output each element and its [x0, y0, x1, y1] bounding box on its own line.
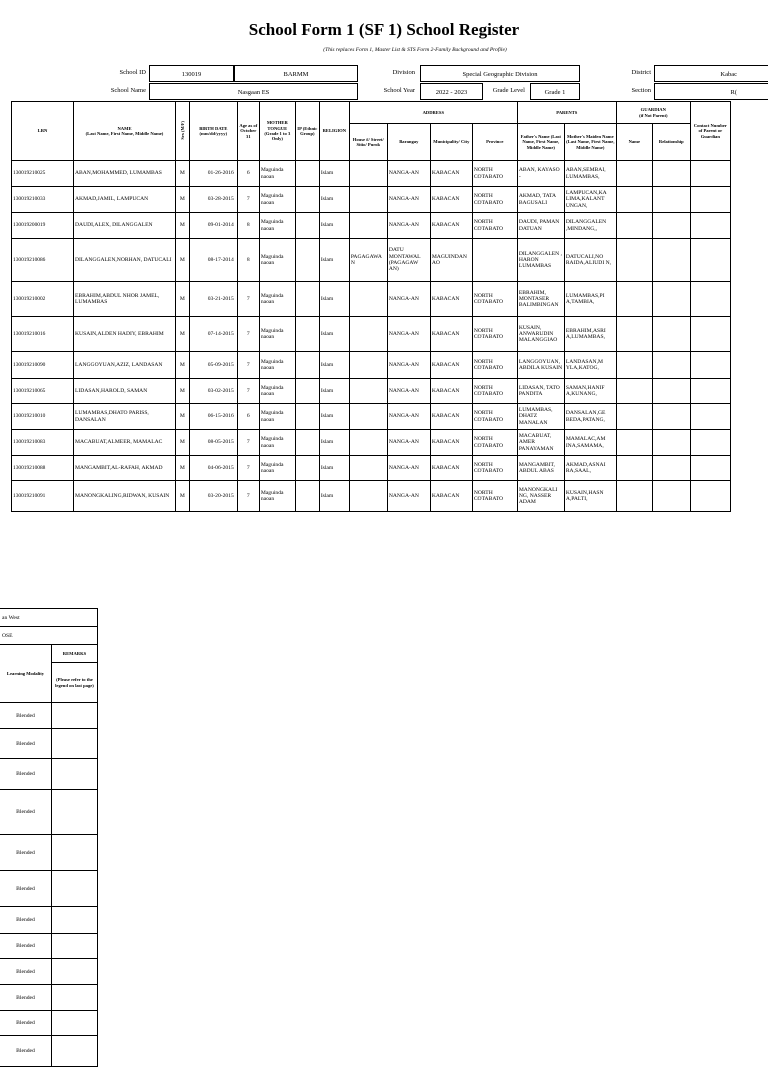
sex-cell: M: [176, 481, 190, 512]
religion-cell: Islam: [319, 456, 349, 481]
remarks-cell: [52, 759, 98, 790]
learning-modality-cell: Blended: [0, 1011, 52, 1036]
guardian-relationship-cell: [652, 404, 690, 430]
remarks-cell: [52, 985, 98, 1011]
mother-cell: SAMAN,HANIF A,KUNANG,: [564, 379, 616, 404]
page-title: School Form 1 (SF 1) School Register: [248, 20, 520, 39]
ip-cell: [295, 161, 319, 187]
father-cell: EBRAHIM, MONTASER BALIMBINGAN: [517, 282, 564, 317]
house-cell: [349, 282, 387, 317]
section-tail: OSE: [0, 627, 98, 645]
contact-cell: [690, 317, 730, 352]
religion-cell: Islam: [319, 317, 349, 352]
lrn-cell: 130019210016: [12, 317, 74, 352]
modality-row: [0, 959, 98, 985]
religion-cell: Islam: [319, 430, 349, 456]
lrn-cell: 130019210065: [12, 379, 74, 404]
district-value: Kabac: [654, 65, 768, 82]
birth-date-cell: 01-26-2016: [189, 161, 237, 187]
modality-row: [0, 835, 98, 871]
contact-cell: [690, 430, 730, 456]
ip-cell: [295, 213, 319, 239]
mother-cell: DILANGGALEN ,MINDANG,,: [564, 213, 616, 239]
guardian-name-cell: [616, 379, 652, 404]
table-row: [12, 282, 731, 317]
mother-tongue-cell: Maguinda naoan: [259, 282, 295, 317]
sex-cell: M: [176, 161, 190, 187]
learning-modality-cell: Blended: [0, 729, 52, 759]
page-subtitle: (This replaces Form 1, Master List & STS Form 2-Family Background and Profile): [323, 47, 507, 53]
municipality-cell: KABACAN: [430, 404, 472, 430]
name-cell: KUSAIN,ALDEN HADIY, EBRAHIM: [74, 317, 176, 352]
table-row: [12, 481, 731, 512]
ip-cell: [295, 481, 319, 512]
col-address: ADDRESS: [349, 102, 517, 124]
birth-date-cell: 09-01-2014: [189, 213, 237, 239]
remarks-cell: [52, 871, 98, 907]
birth-date-cell: 04-06-2015: [189, 456, 237, 481]
name-cell: DILANGGALEN,NORHAN, DATUCALI: [74, 239, 176, 282]
province-cell: [472, 239, 517, 282]
modality-row: [0, 703, 98, 729]
birth-date-cell: 03-21-2015: [189, 282, 237, 317]
table-row: [12, 239, 731, 282]
house-cell: [349, 213, 387, 239]
register-table: [11, 101, 731, 512]
province-cell: NORTH COTABATO: [472, 430, 517, 456]
contact-cell: [690, 456, 730, 481]
municipality-cell: KABACAN: [430, 187, 472, 213]
sex-cell: M: [176, 317, 190, 352]
modality-row: [0, 907, 98, 934]
house-cell: [349, 379, 387, 404]
ip-cell: [295, 430, 319, 456]
religion-cell: Islam: [319, 379, 349, 404]
remarks-cell: [52, 790, 98, 835]
mother-tongue-cell: Maguinda naoan: [259, 481, 295, 512]
age-cell: 7: [237, 282, 259, 317]
municipality-cell: KABACAN: [430, 282, 472, 317]
ip-cell: [295, 187, 319, 213]
table-row: [12, 379, 731, 404]
guardian-relationship-cell: [652, 161, 690, 187]
ip-cell: [295, 282, 319, 317]
grade-level-value: Grade 1: [530, 83, 580, 100]
religion-cell: Islam: [319, 187, 349, 213]
col-father: Father's Name (Last Name, First Name, Middle Name): [517, 124, 564, 161]
remarks-cell: [52, 1011, 98, 1036]
col-remarks: REMARKS: [52, 645, 98, 663]
house-cell: [349, 352, 387, 379]
name-cell: ABAN,MOHAMMED, LUMAMBAS: [74, 161, 176, 187]
grade-level-label: Grade Level: [492, 87, 525, 94]
contact-cell: [690, 161, 730, 187]
name-cell: LANGGOYUAN,AZIZ, LANDASAN: [74, 352, 176, 379]
col-province: Province: [472, 124, 517, 161]
father-cell: MANONGKALI NG, NASSER ADAM: [517, 481, 564, 512]
school-name-value: Nasgaan ES: [149, 83, 358, 100]
municipality-cell: KABACAN: [430, 317, 472, 352]
birth-date-cell: 05-09-2015: [189, 352, 237, 379]
district-tail: an West: [0, 609, 98, 627]
sex-cell: M: [176, 187, 190, 213]
guardian-relationship-cell: [652, 187, 690, 213]
col-guardian-relationship: Relationship: [652, 124, 690, 161]
col-lrn: LRN: [12, 102, 74, 161]
religion-cell: Islam: [319, 404, 349, 430]
remarks-cell: [52, 729, 98, 759]
learning-modality-cell: Blended: [0, 703, 52, 729]
age-cell: 7: [237, 317, 259, 352]
father-cell: MANGAMBIT, ABDUL ABAS: [517, 456, 564, 481]
barangay-cell: NANGA-AN: [387, 481, 430, 512]
name-cell: MANGAMBIT,AL-RAFAH, AKMAD: [74, 456, 176, 481]
house-cell: PAGAGAWA N: [349, 239, 387, 282]
col-birth-date: BIRTH DATE (mm/dd/yyyy): [189, 102, 237, 161]
mother-tongue-cell: Maguinda naoan: [259, 239, 295, 282]
sex-cell: M: [176, 456, 190, 481]
modality-row: [0, 790, 98, 835]
name-cell: LUMAMBAS,DHATO PARISS, DANSALAN: [74, 404, 176, 430]
name-cell: MANONGKALING,RIDWAN, KUSAIN: [74, 481, 176, 512]
guardian-relationship-cell: [652, 213, 690, 239]
guardian-relationship-cell: [652, 352, 690, 379]
table-row: [12, 404, 731, 430]
province-cell: NORTH COTABATO: [472, 282, 517, 317]
guardian-relationship-cell: [652, 379, 690, 404]
religion-cell: Islam: [319, 282, 349, 317]
table-row: [12, 352, 731, 379]
barangay-cell: NANGA-AN: [387, 282, 430, 317]
division-label: Division: [392, 69, 415, 76]
modality-table: [0, 608, 98, 1067]
sex-cell: M: [176, 430, 190, 456]
province-cell: NORTH COTABATO: [472, 456, 517, 481]
col-sex: Sex (M/F): [176, 102, 190, 161]
guardian-name-cell: [616, 187, 652, 213]
mother-cell: MAMALAC,AM INA,SAMAMA,: [564, 430, 616, 456]
col-remarks-sub: (Please refer to the legend on last page): [52, 663, 98, 703]
age-cell: 8: [237, 239, 259, 282]
region-value: BARMM: [234, 65, 358, 82]
school-year-value: 2022 - 2023: [420, 83, 483, 100]
age-cell: 6: [237, 161, 259, 187]
barangay-cell: NANGA-AN: [387, 404, 430, 430]
mother-tongue-cell: Maguinda naoan: [259, 161, 295, 187]
col-parents: PARENTS: [517, 102, 616, 124]
father-cell: KUSAIN, ANWARUDIN MALANGGIAO: [517, 317, 564, 352]
col-barangay: Barangay: [387, 124, 430, 161]
municipality-cell: KABACAN: [430, 379, 472, 404]
guardian-relationship-cell: [652, 430, 690, 456]
learning-modality-cell: Blended: [0, 759, 52, 790]
age-cell: 7: [237, 187, 259, 213]
sex-cell: M: [176, 404, 190, 430]
guardian-relationship-cell: [652, 317, 690, 352]
school-id-label: School ID: [119, 69, 146, 76]
contact-cell: [690, 239, 730, 282]
mother-tongue-cell: Maguinda naoan: [259, 430, 295, 456]
age-cell: 7: [237, 430, 259, 456]
barangay-cell: NANGA-AN: [387, 161, 430, 187]
learning-modality-cell: Blended: [0, 1036, 52, 1067]
age-cell: 8: [237, 213, 259, 239]
father-cell: LIDASAN, TATO PANDITA: [517, 379, 564, 404]
col-guardian-name: Name: [616, 124, 652, 161]
birth-date-cell: 07-14-2015: [189, 317, 237, 352]
municipality-cell: KABACAN: [430, 481, 472, 512]
municipality-cell: KABACAN: [430, 352, 472, 379]
modality-row: [0, 871, 98, 907]
father-cell: ABAN, KAYASO -: [517, 161, 564, 187]
barangay-cell: NANGA-AN: [387, 317, 430, 352]
modality-row: [0, 759, 98, 790]
guardian-name-cell: [616, 456, 652, 481]
section-label: Section: [631, 87, 651, 94]
house-cell: [349, 404, 387, 430]
remarks-cell: [52, 835, 98, 871]
lrn-cell: 130019210091: [12, 481, 74, 512]
mother-tongue-cell: Maguinda naoan: [259, 187, 295, 213]
guardian-name-cell: [616, 481, 652, 512]
sex-cell: M: [176, 282, 190, 317]
birth-date-cell: 06-15-2016: [189, 404, 237, 430]
guardian-relationship-cell: [652, 456, 690, 481]
contact-cell: [690, 282, 730, 317]
barangay-cell: NANGA-AN: [387, 187, 430, 213]
lrn-cell: 130019210090: [12, 352, 74, 379]
learning-modality-cell: Blended: [0, 959, 52, 985]
learning-modality-cell: Blended: [0, 934, 52, 959]
house-cell: [349, 481, 387, 512]
municipality-cell: MAGUINDAN AO: [430, 239, 472, 282]
modality-row: [0, 985, 98, 1011]
modality-row: [0, 1011, 98, 1036]
sex-cell: M: [176, 239, 190, 282]
learning-modality-cell: Blended: [0, 835, 52, 871]
guardian-name-cell: [616, 213, 652, 239]
father-cell: AKMAD, TATA BAGUSALI: [517, 187, 564, 213]
modality-row: [0, 1036, 98, 1067]
contact-cell: [690, 481, 730, 512]
lrn-cell: 130019210083: [12, 430, 74, 456]
school-id-value: 130019: [149, 65, 234, 82]
section-value: R(: [654, 83, 768, 100]
lrn-cell: 130019200019: [12, 213, 74, 239]
contact-cell: [690, 352, 730, 379]
ip-cell: [295, 379, 319, 404]
lrn-cell: 130019210088: [12, 456, 74, 481]
age-cell: 6: [237, 404, 259, 430]
mother-cell: EBRAHIM,ASRI A,LUMAMBAS,: [564, 317, 616, 352]
province-cell: NORTH COTABATO: [472, 481, 517, 512]
school-year-label: School Year: [383, 87, 415, 94]
remarks-cell: [52, 703, 98, 729]
learning-modality-cell: Blended: [0, 871, 52, 907]
barangay-cell: NANGA-AN: [387, 430, 430, 456]
name-cell: AKMAD,JAMIL, LAMPUCAN: [74, 187, 176, 213]
guardian-name-cell: [616, 404, 652, 430]
name-cell: EBRAHIM,ABDUL NHOR JAMEL, LUMAMBAS: [74, 282, 176, 317]
guardian-relationship-cell: [652, 239, 690, 282]
province-cell: NORTH COTABATO: [472, 213, 517, 239]
mother-cell: LAMPUCAN,KA LIMA,KALANT UNGAN,: [564, 187, 616, 213]
remarks-cell: [52, 934, 98, 959]
religion-cell: Islam: [319, 481, 349, 512]
modality-row: [0, 729, 98, 759]
municipality-cell: KABACAN: [430, 213, 472, 239]
religion-cell: Islam: [319, 213, 349, 239]
division-value: Special Geographic Division: [420, 65, 580, 82]
name-cell: MACABUAT,ALMEER, MAMALAC: [74, 430, 176, 456]
col-mother: Mother's Maiden Name (Last Name, First Name, Middle Name): [564, 124, 616, 161]
barangay-cell: NANGA-AN: [387, 213, 430, 239]
barangay-cell: NANGA-AN: [387, 456, 430, 481]
house-cell: [349, 161, 387, 187]
mother-tongue-cell: Maguinda naoan: [259, 379, 295, 404]
municipality-cell: KABACAN: [430, 161, 472, 187]
father-cell: LUMAMBAS, DHATZ MANALAN: [517, 404, 564, 430]
province-cell: NORTH COTABATO: [472, 404, 517, 430]
col-house: House #/ Street/ Sitio/ Purok: [349, 124, 387, 161]
table-row: [12, 317, 731, 352]
modality-row: [0, 934, 98, 959]
lrn-cell: 130019210086: [12, 239, 74, 282]
col-mother-tongue: MOTHER TONGUE (Grade 1 to 3 Only): [259, 102, 295, 161]
religion-cell: Islam: [319, 161, 349, 187]
remarks-cell: [52, 1036, 98, 1067]
contact-cell: [690, 187, 730, 213]
mother-tongue-cell: Maguinda naoan: [259, 456, 295, 481]
province-cell: NORTH COTABATO: [472, 379, 517, 404]
col-municipality: Municipality/ City: [430, 124, 472, 161]
ip-cell: [295, 317, 319, 352]
col-learning-modality: Learning Modality: [0, 645, 52, 703]
birth-date-cell: 03-20-2015: [189, 481, 237, 512]
mother-cell: LANDASAN,M YLA,KATOG,: [564, 352, 616, 379]
guardian-name-cell: [616, 430, 652, 456]
father-cell: DAUDI, PAMAN DATUAN: [517, 213, 564, 239]
table-row: [12, 213, 731, 239]
ip-cell: [295, 404, 319, 430]
birth-date-cell: 03-02-2015: [189, 379, 237, 404]
father-cell: MACABUAT, AMER PANAYAMAN: [517, 430, 564, 456]
col-guardian: GUARDIAN (if Not Parent): [616, 102, 690, 124]
mother-cell: KUSAIN,HASN A,PALTI,: [564, 481, 616, 512]
guardian-name-cell: [616, 282, 652, 317]
table-row: [12, 456, 731, 481]
lrn-cell: 130019210025: [12, 161, 74, 187]
lrn-cell: 130019210010: [12, 404, 74, 430]
learning-modality-cell: Blended: [0, 907, 52, 934]
province-cell: NORTH COTABATO: [472, 317, 517, 352]
mother-cell: DATUCALI,NO RAIDA,ALIUDI N,: [564, 239, 616, 282]
mother-cell: DANSALAN,GE BEDA,PATANG,: [564, 404, 616, 430]
father-cell: LANGGOYUAN, ABDILA KUSAIN: [517, 352, 564, 379]
col-contact: Contact Number of Parent or Guardian: [690, 102, 730, 161]
mother-cell: ABAN,SEMBAI, LUMAMBAS,: [564, 161, 616, 187]
age-cell: 7: [237, 456, 259, 481]
age-cell: 7: [237, 352, 259, 379]
table-row: [12, 161, 731, 187]
municipality-cell: KABACAN: [430, 430, 472, 456]
contact-cell: [690, 404, 730, 430]
sex-cell: M: [176, 379, 190, 404]
col-name: NAME (Last Name, First Name, Middle Name): [74, 102, 176, 161]
birth-date-cell: 03-28-2015: [189, 187, 237, 213]
table-row: [12, 187, 731, 213]
province-cell: NORTH COTABATO: [472, 161, 517, 187]
barangay-cell: NANGA-AN: [387, 379, 430, 404]
sex-cell: M: [176, 352, 190, 379]
name-cell: LIDASAN,HAROLD, SAMAN: [74, 379, 176, 404]
province-cell: NORTH COTABATO: [472, 187, 517, 213]
ip-cell: [295, 456, 319, 481]
district-label: District: [631, 69, 651, 76]
house-cell: [349, 187, 387, 213]
remarks-cell: [52, 907, 98, 934]
learning-modality-cell: Blended: [0, 985, 52, 1011]
guardian-relationship-cell: [652, 282, 690, 317]
remarks-cell: [52, 959, 98, 985]
guardian-name-cell: [616, 352, 652, 379]
house-cell: [349, 317, 387, 352]
col-ip: IP (Ethnic Group): [295, 102, 319, 161]
birth-date-cell: 08-05-2015: [189, 430, 237, 456]
contact-cell: [690, 213, 730, 239]
guardian-name-cell: [616, 239, 652, 282]
guardian-name-cell: [616, 317, 652, 352]
guardian-relationship-cell: [652, 481, 690, 512]
province-cell: NORTH COTABATO: [472, 352, 517, 379]
age-cell: 7: [237, 481, 259, 512]
table-row: [12, 430, 731, 456]
sex-cell: M: [176, 213, 190, 239]
religion-cell: Islam: [319, 352, 349, 379]
contact-cell: [690, 379, 730, 404]
house-cell: [349, 430, 387, 456]
barangay-cell: DATU MONTAWAL (PAGAGAW AN): [387, 239, 430, 282]
ip-cell: [295, 239, 319, 282]
lrn-cell: 130019210033: [12, 187, 74, 213]
school-name-label: School Name: [110, 87, 146, 94]
mother-tongue-cell: Maguinda naoan: [259, 213, 295, 239]
lrn-cell: 130019210002: [12, 282, 74, 317]
mother-tongue-cell: Maguinda naoan: [259, 317, 295, 352]
municipality-cell: KABACAN: [430, 456, 472, 481]
mother-tongue-cell: Maguinda naoan: [259, 352, 295, 379]
guardian-name-cell: [616, 161, 652, 187]
barangay-cell: NANGA-AN: [387, 352, 430, 379]
mother-tongue-cell: Maguinda naoan: [259, 404, 295, 430]
mother-cell: AKMAD,ASNAI RA,SAAL,: [564, 456, 616, 481]
religion-cell: Islam: [319, 239, 349, 282]
learning-modality-cell: Blended: [0, 790, 52, 835]
name-cell: DAUDI,ALEX, DILANGGALEN: [74, 213, 176, 239]
birth-date-cell: 08-17-2014: [189, 239, 237, 282]
house-cell: [349, 456, 387, 481]
col-religion: RELIGION: [319, 102, 349, 161]
mother-cell: LUMAMBAS,PI A,TAMBIA,: [564, 282, 616, 317]
age-cell: 7: [237, 379, 259, 404]
father-cell: DILANGGALEN , HARON LUMAMBAS: [517, 239, 564, 282]
ip-cell: [295, 352, 319, 379]
col-age: Age as of October 31: [237, 102, 259, 161]
